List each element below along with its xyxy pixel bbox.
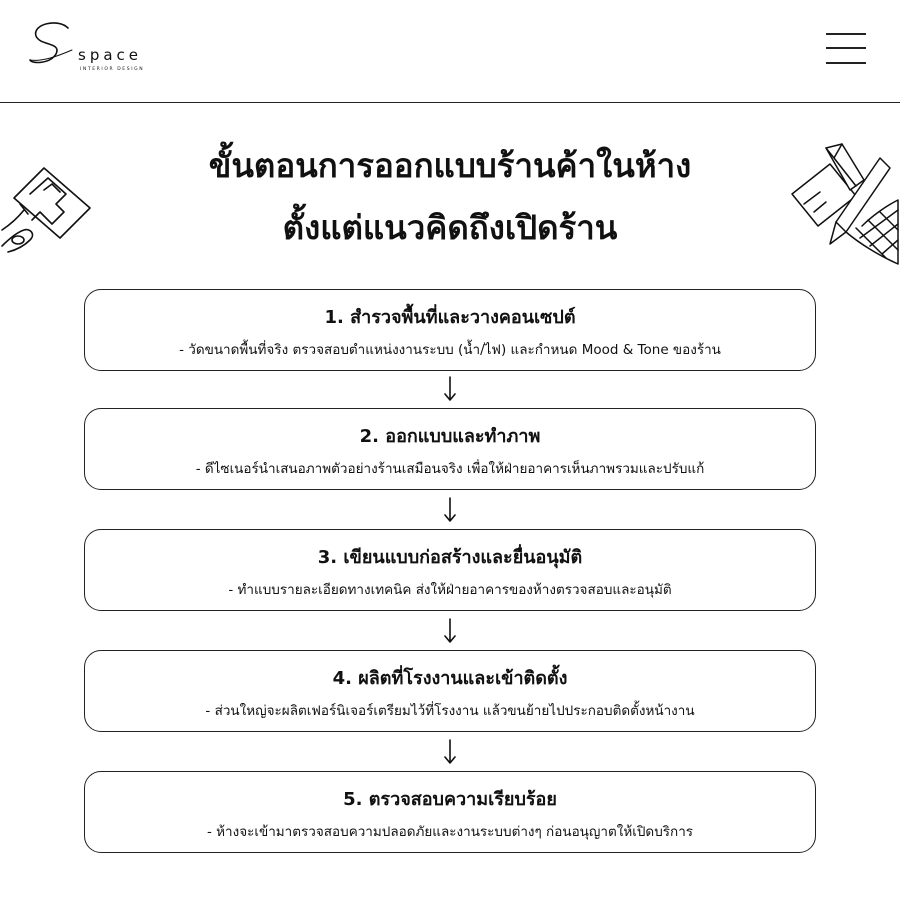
step-card-5 [84,771,816,853]
arrow-down-icon [442,739,458,765]
brand-name: space [78,46,143,64]
step-card-3 [84,529,816,611]
pencil-ruler-icon [790,140,900,270]
step-description: - ส่วนใหญ่จะผลิตเฟอร์นิเจอร์เตรียมไว้ที่โรงงาน แล้วขนย้ายไปประกอบติดตั้งหน้างาน [205,703,695,719]
brand-tagline: INTERIOR DESIGN [80,67,145,72]
menu-line [826,33,866,35]
brand-logo[interactable] [28,20,168,80]
site-header [0,0,900,103]
step-title: 3. เขียนแบบก่อสร้างและยื่นอนุมัติ [317,547,583,568]
step-card-2 [84,408,816,490]
title-line-1: ขั้นตอนการออกแบบร้านค้าในห้าง [208,146,692,185]
step-description: - วัดขนาดพื้นที่จริง ตรวจสอบตำแหน่งงานระบบ (น้ำ/ไฟ) และกำหนด Mood & Tone ของร้าน [179,342,721,358]
arrow-down-icon [442,376,458,402]
step-description: - ทำแบบรายละเอียดทางเทคนิค ส่งให้ฝ่ายอาคารของห้างตรวจสอบและอนุมัติ [228,582,672,598]
paint-roller-icon [0,160,100,255]
menu-line [826,47,866,49]
arrow-down-icon [442,497,458,523]
menu-line [826,62,866,64]
step-card-4 [84,650,816,732]
arrow-down-icon [442,618,458,644]
step-title: 2. ออกแบบและทำภาพ [359,426,541,447]
step-description: - ห้างจะเข้ามาตรวจสอบความปลอดภัยและงานระบบต่างๆ ก่อนอนุญาตให้เปิดบริการ [206,824,694,840]
step-title: 5. ตรวจสอบความเรียบร้อย [343,789,557,810]
page-title [120,135,780,259]
step-description: - ดีไซเนอร์นำเสนอภาพตัวอย่างร้านเสมือนจริง เพื่อให้ฝ่ายอาคารเห็นภาพรวมและปรับแก้ [195,461,705,477]
step-card-1 [84,289,816,371]
hamburger-menu-icon[interactable] [826,33,866,65]
step-title: 1. สำรวจพื้นที่และวางคอนเซปต์ [324,307,576,328]
step-title: 4. ผลิตที่โรงงานและเข้าติดตั้ง [332,668,568,689]
title-line-2: ตั้งแต่แนวคิดถึงเปิดร้าน [282,208,618,247]
